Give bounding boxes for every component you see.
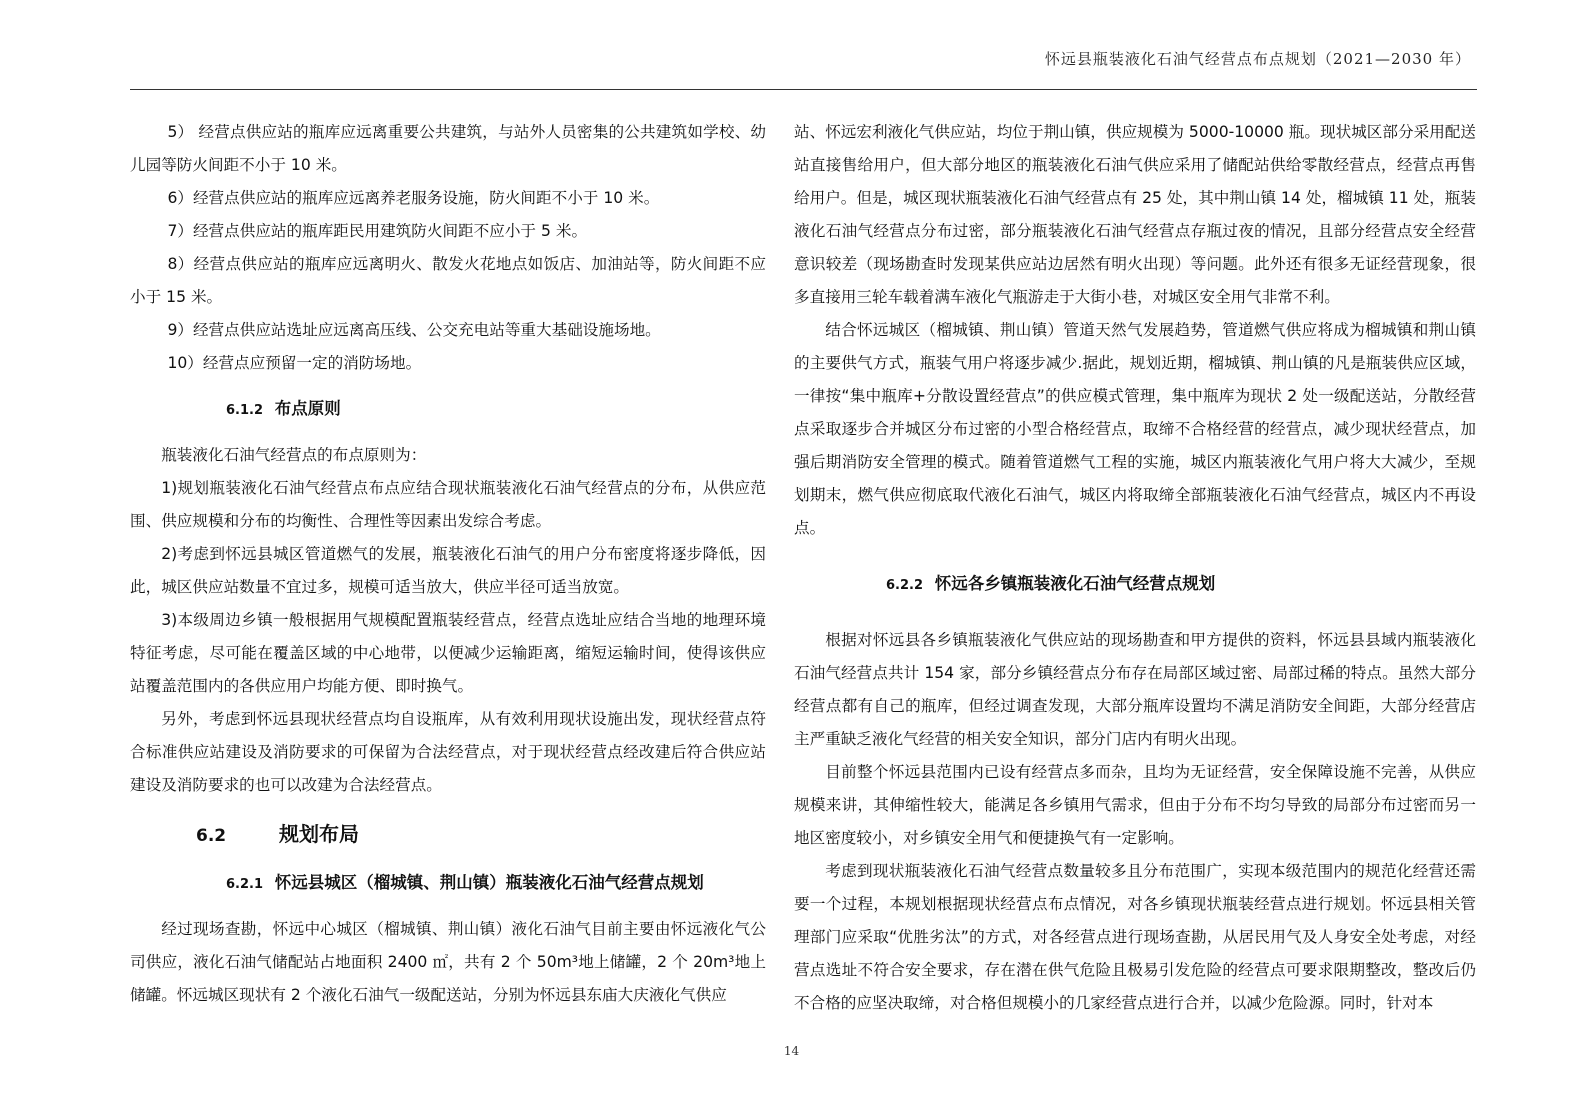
section-heading-6-2-2 (794, 567, 1476, 602)
paragraph: 经过现场查勘，怀远中心城区（榴城镇、荆山镇）液化石油气目前主要由怀远液化气公司供应，液化石油气储配站占地面积 2400 ㎡，共有 2 个 50m³地上储罐，2 个 20m³地上储罐。怀远城区现状有 2 个液化石油气一级配送站，分别为怀远县东庙大庆液化气供应 (130, 920, 766, 1004)
list-item: 6）经营点供应站的瓶库应远离养老服务设施，防火间距不小于 10 米。 (167, 189, 660, 207)
paragraph: 另外，考虑到怀远县现状经营点均自设瓶库，从有效利用现状设施出发，现状经营点符合标准供应站建设及消防要求的可保留为合法经营点，对于现状经营点经改建后符合供应站建设及消防要求的也可以改建为合法经营点。 (130, 710, 766, 794)
list-item: 10）经营点应预留一定的消防场地。 (167, 354, 422, 372)
section-title: 怀远县城区（榴城镇、荆山镇）瓶装液化石油气经营点规划 (274, 873, 704, 892)
paragraph: 1)规划瓶装液化石油气经营点布点应结合现状瓶装液化石油气经营点的分布，从供应范围、供应规模和分布的均衡性、合理性等因素出发综合考虑。 (130, 479, 766, 530)
header-rule (130, 89, 1477, 90)
list-item: 7）经营点供应站的瓶库距民用建筑防火间距不应小于 5 米。 (167, 222, 588, 240)
section-title: 规划布局 (278, 822, 359, 846)
paragraph-continued: 站、怀远宏利液化气供应站，均位于荆山镇，供应规模为 5000-10000 瓶。现状城区部分采用配送站直接售给用户，但大部分地区的瓶装液化石油气供应采用了储配站供给零散经营点，经营点再售给用户。但是，城区现状瓶装液化石油气经营点有 25 处，其中荆山镇 14 处，榴城镇 11 处，瓶装液化石油气经营点分布过密，部分瓶装液化石油气经营点存瓶过夜的情况，且部分经营点安全经营意识较差（现场勘查时发现某供应站边居然有明火出现）等问题。此外还有很多无证经营现象，很多直接用三轮车载着满车液化气瓶游走于大街小巷，对城区安全用气非常不利。 (794, 123, 1476, 306)
page-header-title: 怀远县瓶装液化石油气经营点布点规划（2021—2030 年） (1044, 50, 1471, 68)
paragraph: 2)考虑到怀远县城区管道燃气的发展，瓶装液化石油气的用户分布密度将逐步降低，因此，城区供应站数量不宜过多，规模可适当放大，供应半径可适当放宽。 (130, 545, 766, 596)
section-title: 怀远各乡镇瓶装液化石油气经营点规划 (934, 574, 1216, 593)
paragraph: 结合怀远城区（榴城镇、荆山镇）管道天然气发展趋势，管道燃气供应将成为榴城镇和荆山镇的主要供气方式，瓶装气用户将逐步减少.据此，规划近期，榴城镇、荆山镇的凡是瓶装供应区域，一律按“集中瓶库+分散设置经营点”的供应模式管理，集中瓶库为现状 2 处一级配送站，分散经营点采取逐步合并城区分布过密的小型合格经营点，取缔不合格经营的经营点，减少现状经营点，加强后期消防安全管理的模式。随着管道燃气工程的实施，城区内瓶装液化气用户将大大减少，至规划期末，燃气供应彻底取代液化石油气，城区内将取缔全部瓶装液化石油气经营点，城区内不再设点。 (794, 321, 1476, 537)
section-heading-6-2 (130, 816, 766, 854)
section-number: 6.2 (196, 826, 227, 846)
list-item: 5） 经营点供应站的瓶库应远离重要公共建筑，与站外人员密集的公共建筑如学校、幼儿园等防火间距不小于 10 米。 (130, 123, 766, 174)
paragraph: 目前整个怀远县范围内已设有经营点多而杂，且均为无证经营，安全保障设施不完善，从供应规模来讲，其伸缩性较大，能满足各乡镇用气需求，但由于分布不均匀导致的局部分布过密而另一地区密度较小，对乡镇安全用气和便捷换气有一定影响。 (794, 763, 1476, 847)
right-column (794, 116, 1476, 1020)
paragraph: 考虑到现状瓶装液化石油气经营点数量较多且分布范围广，实现本级范围内的规范化经营还需要一个过程，本规划根据现状经营点布点情况，对各乡镇现状瓶装经营点进行规划。怀远县相关管理部门应采取“优胜劣汰”的方式，对各经营点进行现场查勘，从居民用气及人身安全处考虑，对经营点选址不符合安全要求，存在潜在供气危险且极易引发危险的经营点可要求限期整改，整改后仍不合格的应坚决取缔，对合格但规模小的几家经营点进行合并，以减少危险源。同时，针对本 (794, 862, 1476, 1012)
section-title: 布点原则 (274, 399, 341, 418)
left-column (130, 116, 766, 1012)
section-number: 6.1.2 (226, 403, 264, 418)
paragraph: 根据对怀远县各乡镇瓶装液化气供应站的现场勘查和甲方提供的资料，怀远县县域内瓶装液化石油气经营点共计 154 家，部分乡镇经营点分布存在局部区域过密、局部过稀的特点。虽然大部分经营点都有自己的瓶库，但经过调查发现，大部分瓶库设置均不满足消防安全间距，大部分经营店主严重缺乏液化气经营的相关安全知识，部分门店内有明火出现。 (794, 631, 1476, 748)
section-heading-6-2-1 (130, 866, 766, 901)
section-number: 6.2.1 (226, 877, 264, 892)
section-number: 6.2.2 (886, 578, 924, 593)
list-item: 9）经营点供应站选址应远离高压线、公交充电站等重大基础设施场地。 (167, 321, 661, 339)
section-heading-6-1-2 (130, 392, 766, 427)
paragraph: 瓶装液化石油气经营点的布点原则为： (161, 446, 427, 464)
paragraph: 3)本级周边乡镇一般根据用气规模配置瓶装经营点，经营点选址应结合当地的地理环境特征考虑，尽可能在覆盖区域的中心地带，以便减少运输距离，缩短运输时间，使得该供应站覆盖范围内的各供应用户均能方便、即时换气。 (130, 611, 766, 695)
page-number: 14 (783, 1044, 800, 1058)
list-item: 8）经营点供应站的瓶库应远离明火、散发火花地点如饭店、加油站等，防火间距不应小于 15 米。 (130, 255, 766, 306)
